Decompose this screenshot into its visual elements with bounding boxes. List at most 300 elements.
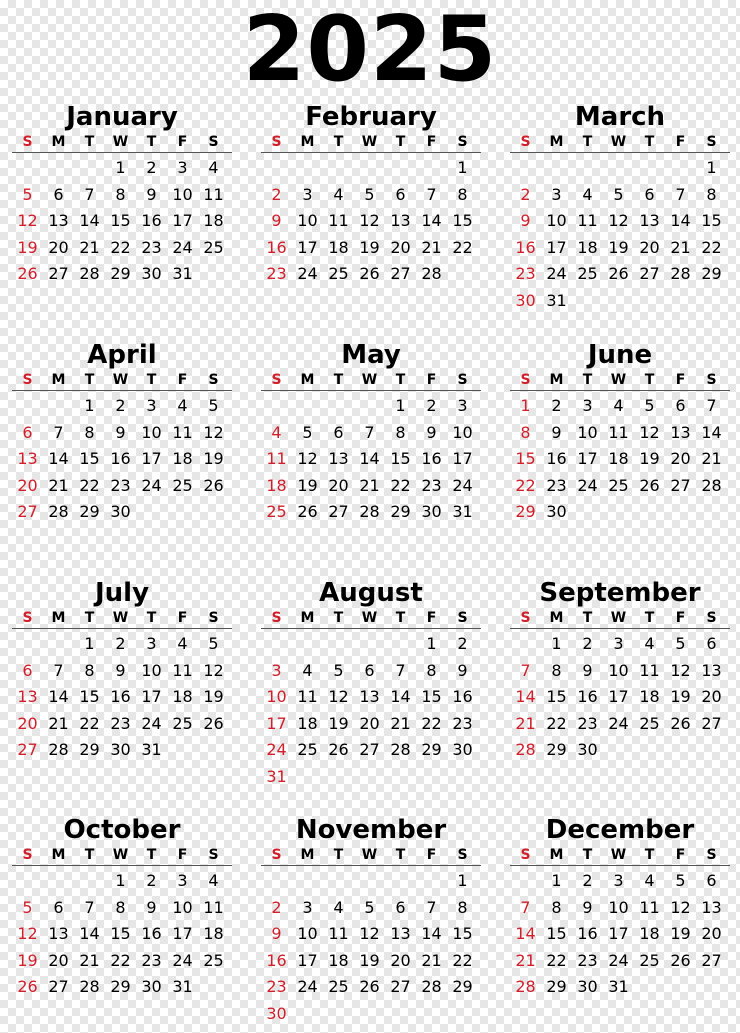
day-cell: 11 [297,687,318,706]
day-cell: 1 [84,634,95,653]
day-cell: 23 [141,950,162,970]
day-cell: 17 [172,211,193,230]
day-cell: 17 [452,449,473,468]
day-cell: 4 [177,396,188,415]
day-cell: 16 [266,237,287,257]
day-cell: 19 [670,924,691,943]
day-cell: 23 [546,475,567,495]
day-cell: 20 [390,237,411,257]
day-cell: 1 [115,871,126,890]
day-cell: 4 [208,871,219,890]
day-cell: 22 [110,237,131,257]
weekday-label: M [300,134,315,150]
weekday-label: S [520,134,531,150]
day-cell: 26 [670,713,691,733]
day-cell: 29 [701,264,722,283]
empty-cell [12,393,43,420]
weekday-label: S [520,610,531,626]
empty-cell [416,868,447,895]
empty-cell [43,393,74,420]
day-cell: 10 [608,660,629,680]
day-cell: 16 [546,449,567,468]
day-cell: 16 [577,687,598,706]
day-cell: 7 [84,897,95,917]
day-cell: 21 [48,475,69,495]
day-cell: 20 [17,475,38,495]
day-cell: 31 [266,766,287,786]
day-cell: 28 [390,740,411,759]
weekday-label: S [706,610,717,626]
day-cell: 11 [608,422,629,442]
day-cell: 6 [706,634,717,653]
day-cell: 3 [457,396,468,415]
day-cell: 26 [359,977,380,996]
day-cell: 16 [266,950,287,970]
weekday-label: T [582,134,593,150]
day-cell: 22 [79,475,100,495]
weekday-label: W [610,610,627,626]
day-cell: 17 [172,924,193,943]
day-cell: 13 [48,211,69,230]
day-cell: 19 [297,475,318,495]
weekday-label: T [644,847,655,863]
day-cell: 7 [520,660,531,680]
day-cell: 12 [608,211,629,230]
day-cell: 11 [266,449,287,468]
weekday-label: S [208,372,219,388]
day-cell: 18 [172,449,193,468]
day-cell: 17 [141,449,162,468]
month-name: September [539,578,701,608]
days-grid [510,631,730,764]
day-cell: 6 [395,897,406,917]
day-cell: 10 [297,924,318,943]
day-cell: 20 [17,713,38,733]
day-cell: 24 [141,475,162,495]
day-cell: 11 [328,211,349,230]
empty-cell [665,155,696,182]
day-cell: 22 [546,950,567,970]
weekday-label: T [582,372,593,388]
day-cell: 2 [271,897,282,917]
weekday-label: F [675,134,686,150]
day-cell: 18 [203,924,224,943]
day-cell: 31 [608,977,629,996]
day-cell: 29 [515,502,536,521]
day-cell: 10 [577,422,598,442]
day-cell: 14 [670,211,691,230]
day-cell: 30 [110,502,131,521]
day-cell: 15 [110,211,131,230]
weekday-label: M [549,372,564,388]
empty-cell [510,155,541,182]
days-grid [12,868,232,1001]
day-cell: 1 [457,158,468,177]
day-cell: 13 [17,687,38,706]
day-cell: 17 [577,449,598,468]
day-cell: 9 [271,924,282,943]
day-cell: 1 [426,634,437,653]
day-cell: 22 [390,475,411,495]
day-cell: 9 [115,660,126,680]
days-grid [510,393,730,526]
weekday-label: T [644,134,655,150]
weekday-label: T [146,372,157,388]
day-cell: 24 [546,264,567,283]
day-cell: 25 [577,264,598,283]
day-cell: 19 [359,950,380,970]
month-name: October [63,815,181,845]
day-cell: 4 [582,184,593,204]
day-cell: 18 [639,924,660,943]
day-cell: 5 [364,897,375,917]
day-cell: 27 [17,740,38,759]
day-cell: 13 [359,687,380,706]
empty-cell [323,868,354,895]
day-cell: 18 [203,211,224,230]
day-cell: 26 [17,977,38,996]
day-cell: 31 [452,502,473,521]
day-cell: 1 [551,634,562,653]
weekday-label: T [644,372,655,388]
day-cell: 13 [390,211,411,230]
month-july [12,578,232,764]
weekday-label: M [51,610,66,626]
day-cell: 11 [639,660,660,680]
empty-cell [572,155,603,182]
day-cell: 23 [421,475,442,495]
day-cell: 30 [515,290,536,310]
day-cell: 15 [390,449,411,468]
day-cell: 14 [515,687,536,706]
day-cell: 17 [141,687,162,706]
month-name: August [319,578,423,608]
day-cell: 13 [670,422,691,442]
weekday-label: W [361,847,378,863]
day-cell: 21 [359,475,380,495]
day-cell: 19 [17,950,38,970]
day-cell: 26 [608,264,629,283]
day-cell: 21 [421,950,442,970]
empty-cell [354,868,385,895]
day-cell: 5 [675,871,686,890]
day-cell: 25 [328,264,349,283]
day-cell: 12 [639,422,660,442]
day-cell: 2 [520,184,531,204]
day-cell: 4 [644,871,655,890]
day-cell: 9 [551,422,562,442]
day-cell: 28 [48,502,69,521]
weekday-label: M [300,372,315,388]
weekday-label: S [706,134,717,150]
day-cell: 3 [271,660,282,680]
empty-cell [261,868,292,895]
day-cell: 6 [644,184,655,204]
weekday-label: F [426,847,437,863]
empty-cell [354,631,385,658]
day-cell: 18 [297,713,318,733]
day-cell: 27 [17,502,38,521]
day-cell: 27 [328,502,349,521]
weekday-label: W [610,134,627,150]
day-cell: 30 [141,977,162,996]
weekday-label: T [84,610,95,626]
weekday-label: W [361,610,378,626]
day-cell: 2 [426,396,437,415]
day-cell: 25 [297,740,318,759]
day-cell: 29 [110,264,131,283]
empty-cell [43,155,74,182]
month-name: June [587,340,653,370]
day-cell: 22 [421,713,442,733]
day-cell: 19 [203,687,224,706]
day-cell: 13 [48,924,69,943]
empty-cell [385,631,416,658]
day-cell: 22 [452,950,473,970]
day-cell: 25 [328,977,349,996]
month-november [261,815,481,1027]
day-cell: 5 [22,184,33,204]
day-cell: 21 [421,237,442,257]
day-cell: 24 [172,950,193,970]
day-cell: 30 [577,740,598,759]
month-august [261,578,481,790]
weekday-label: T [582,847,593,863]
day-cell: 21 [515,713,536,733]
day-cell: 30 [110,740,131,759]
day-cell: 16 [141,211,162,230]
day-cell: 8 [706,184,717,204]
day-cell: 24 [172,237,193,257]
month-name: February [305,102,437,132]
day-cell: 23 [452,713,473,733]
month-december [510,815,730,1001]
day-cell: 13 [328,449,349,468]
day-cell: 2 [271,184,282,204]
day-cell: 16 [141,924,162,943]
day-cell: 22 [515,475,536,495]
day-cell: 30 [421,502,442,521]
day-cell: 16 [110,449,131,468]
day-cell: 10 [141,660,162,680]
weekday-label: W [610,372,627,388]
day-cell: 14 [48,687,69,706]
empty-cell [12,868,43,895]
day-cell: 1 [395,396,406,415]
day-cell: 24 [141,713,162,733]
weekday-label: M [51,134,66,150]
weekday-label: M [549,847,564,863]
day-cell: 6 [675,396,686,415]
day-cell: 26 [17,264,38,283]
weekday-label: S [22,134,33,150]
day-cell: 3 [146,396,157,415]
day-cell: 26 [359,264,380,283]
day-cell: 4 [333,184,344,204]
day-cell: 13 [701,897,722,917]
day-cell: 3 [582,396,593,415]
day-cell: 3 [146,634,157,653]
day-cell: 26 [297,502,318,521]
empty-cell [323,393,354,420]
day-cell: 29 [421,740,442,759]
day-cell: 30 [452,740,473,759]
day-cell: 9 [520,211,531,230]
weekday-label: T [333,134,344,150]
day-cell: 20 [48,237,69,257]
weekday-label: F [426,134,437,150]
weekday-label: T [395,372,406,388]
day-cell: 27 [670,475,691,495]
day-cell: 8 [457,184,468,204]
day-cell: 9 [457,660,468,680]
day-cell: 25 [266,502,287,521]
day-cell: 28 [48,740,69,759]
day-cell: 22 [452,237,473,257]
day-cell: 23 [110,713,131,733]
day-cell: 6 [53,184,64,204]
day-cell: 17 [608,687,629,706]
weekday-label: W [112,134,129,150]
day-cell: 27 [390,977,411,996]
weekday-header [510,132,730,153]
day-cell: 10 [546,211,567,230]
weekday-label: F [675,847,686,863]
days-grid [261,868,481,1027]
day-cell: 5 [208,396,219,415]
day-cell: 3 [177,871,188,890]
day-cell: 18 [328,950,349,970]
day-cell: 25 [203,950,224,970]
day-cell: 27 [48,977,69,996]
month-january [12,102,232,288]
day-cell: 30 [266,1003,287,1023]
day-cell: 24 [297,264,318,283]
day-cell: 17 [297,950,318,970]
month-february [261,102,481,288]
weekday-label: F [426,610,437,626]
empty-cell [354,393,385,420]
day-cell: 15 [701,211,722,230]
day-cell: 14 [79,211,100,230]
day-cell: 18 [328,237,349,257]
day-cell: 1 [551,871,562,890]
day-cell: 2 [457,634,468,653]
day-cell: 9 [271,211,282,230]
day-cell: 7 [706,396,717,415]
weekday-label: S [271,847,282,863]
day-cell: 9 [582,660,593,680]
month-october [12,815,232,1001]
day-cell: 17 [608,924,629,943]
days-grid [510,155,730,314]
day-cell: 9 [582,897,593,917]
weekday-header [12,132,232,153]
day-cell: 30 [141,264,162,283]
empty-cell [292,631,323,658]
weekday-label: W [361,134,378,150]
day-cell: 25 [203,237,224,257]
empty-cell [261,393,292,420]
weekday-header [261,845,481,866]
day-cell: 16 [421,449,442,468]
weekday-label: M [300,610,315,626]
days-grid [12,393,232,526]
day-cell: 12 [359,211,380,230]
day-cell: 17 [297,237,318,257]
day-cell: 19 [359,237,380,257]
day-cell: 4 [208,158,219,177]
day-cell: 28 [701,475,722,495]
day-cell: 8 [457,897,468,917]
day-cell: 14 [48,449,69,468]
day-cell: 28 [79,264,100,283]
weekday-label: T [84,847,95,863]
day-cell: 12 [359,924,380,943]
day-cell: 8 [84,422,95,442]
month-name: November [295,815,447,845]
day-cell: 31 [172,977,193,996]
weekday-label: S [22,372,33,388]
day-cell: 1 [457,871,468,890]
day-cell: 8 [520,422,531,442]
empty-cell [292,868,323,895]
day-cell: 7 [53,422,64,442]
day-cell: 14 [421,211,442,230]
day-cell: 5 [302,422,313,442]
day-cell: 10 [266,687,287,706]
day-cell: 12 [297,449,318,468]
day-cell: 22 [546,713,567,733]
month-name: May [341,340,401,370]
day-cell: 4 [271,422,282,442]
day-cell: 27 [359,740,380,759]
day-cell: 4 [644,634,655,653]
day-cell: 14 [359,449,380,468]
weekday-label: T [84,372,95,388]
day-cell: 11 [639,897,660,917]
day-cell: 23 [266,977,287,996]
day-cell: 26 [328,740,349,759]
day-cell: 5 [22,897,33,917]
day-cell: 11 [172,422,193,442]
day-cell: 22 [79,713,100,733]
day-cell: 29 [390,502,411,521]
day-cell: 30 [546,502,567,521]
day-cell: 18 [608,449,629,468]
weekday-label: S [271,372,282,388]
weekday-label: F [177,847,188,863]
day-cell: 18 [172,687,193,706]
day-cell: 2 [115,634,126,653]
day-cell: 11 [328,924,349,943]
day-cell: 16 [515,237,536,257]
day-cell: 1 [706,158,717,177]
weekday-label: S [706,847,717,863]
day-cell: 21 [79,950,100,970]
day-cell: 8 [395,422,406,442]
day-cell: 14 [79,924,100,943]
day-cell: 24 [608,713,629,733]
weekday-label: T [644,610,655,626]
day-cell: 13 [701,660,722,680]
month-name: March [574,102,666,132]
day-cell: 6 [395,184,406,204]
day-cell: 29 [452,977,473,996]
weekday-label: M [549,610,564,626]
weekday-label: T [146,134,157,150]
weekday-header [261,370,481,391]
